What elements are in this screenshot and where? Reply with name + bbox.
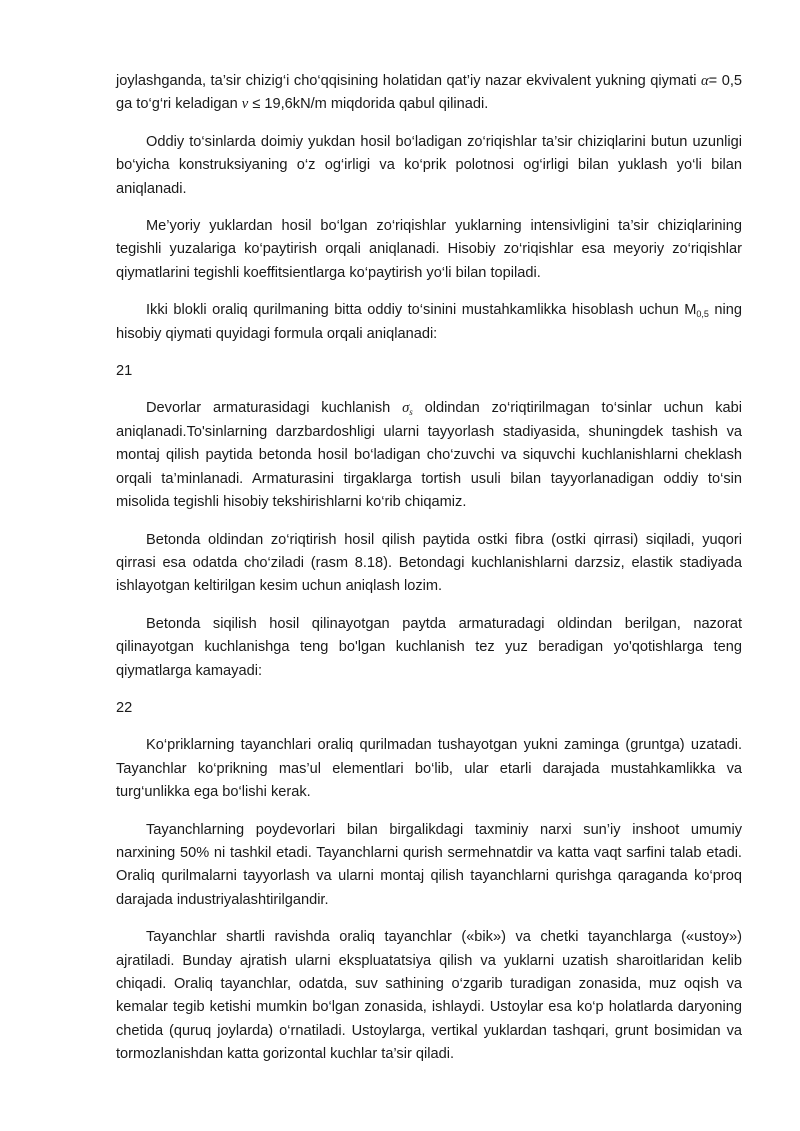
formula-number-21: 21 bbox=[116, 363, 133, 380]
moment-subscript: 0,5 bbox=[696, 309, 709, 320]
text-segment: ≤ 19,6kN/m miqdorida qabul qilinadi. bbox=[252, 96, 489, 113]
sigma-subscript: s bbox=[409, 407, 413, 418]
paragraph-two-block-span bbox=[116, 299, 742, 346]
paragraph-bridge-supports: Ko‘priklarning tayanchlari oraliq qurilmadan tushayotgan yukni zaminga (gruntga) uzatadi. Tayanchlar ko‘prikning mas’ul elementlari bo‘lib, ular etarli darajada mustahkamlikka va turg‘unlikka ega bo‘lishi kerak. bbox=[116, 737, 742, 801]
paragraph-normative-loads: Me’yoriy yuklardan hosil bo‘lgan zo‘riqishlar yuklarning intensivligini ta’sir chiziqlarining tegishli yuzalariga ko‘paytirish orqali aniqlanadi. Hisobiy zo‘riqishlar esa meyoriy zo‘riqishlar qiymatlarini tegishli koeffitsientlarga ko‘paytirish yo‘li bilan topiladi. bbox=[116, 218, 742, 281]
paragraph-prestress-concrete: Betonda oldindan zo‘riqtirish hosil qilish paytida ostki fibra (ostki qirrasi) siqiladi, yuqori qirrasi esa odatda cho‘ziladi (rasm 8.18). Betondagi kuchlanishlarni darzsiz, elastik stadiyada ishlayotgan keltirilgan kesim uchun aniqlash lozim. bbox=[116, 531, 742, 595]
alpha-symbol: α bbox=[701, 73, 709, 89]
text-segment: = bbox=[708, 73, 718, 89]
text-segment: ning hisobiy qiymati quyidagi formula orqali aniqlanadi: bbox=[116, 302, 742, 342]
text-segment: oldindan zo‘riqtirilmagan to‘sinlar uchun kabi aniqlanadi.To'sinlarning darzbardoshligi ularni tayyorlash stadiyasida, shuningdek tashish va montaj qilish paytida betonda hosil bo‘ladigan cho‘zuvchi va siquvchi kuchlanishlarni cheklash orqali ta’minlanadi. Armaturasini tirgaklarga tortish usuli bilan tayyorlanadigan oddiy to‘sin misolida tegishli hisobiy tekshirishlarni ko‘rib chiqamiz. bbox=[116, 400, 742, 511]
sigma-symbol: σ bbox=[402, 400, 410, 417]
paragraph-foundation-cost: Tayanchlarning poydevorlari bilan birgalikdagi taxminiy narxi sun’iy inshoot umumiy narxining 50% ni tashkil etadi. Tayanchlarni qurish sermehnatdir va katta vaqt sarfini talab etadi. Oraliq qurilmalarni tayyorlash va ularni montaj qilish tayanchlarni qurishga qaraganda ko‘proq darajada industriyalashtirilgandir. bbox=[116, 821, 742, 908]
text-segment: Devorlar armaturasidagi kuchlanish bbox=[146, 400, 391, 417]
text-segment: 0,5 ga to‘g‘ri keladigan bbox=[116, 73, 742, 113]
formula-number-22: 22 bbox=[116, 699, 133, 716]
text-segment: joylashganda, ta’sir chizig‘i cho‘qqisining holatidan qat’iy nazar ekvivalent yukning qiymati bbox=[116, 73, 697, 89]
paragraph-dead-load: Oddiy to‘sinlarda doimiy yukdan hosil bo‘ladigan zo‘riqishlar ta’sir chiziqlarini butun uzunligi bo‘yicha konstruksiyaning o‘z og‘irligi va ko‘prik polotnosi og‘irligi bilan yuklash yo‘li bilan aniqlanadi. bbox=[116, 133, 742, 197]
paragraph-reinforcement-stress bbox=[116, 397, 742, 514]
nu-symbol: ν bbox=[241, 96, 249, 113]
text-segment: Ikki blokli oraliq qurilmaning bitta oddiy to‘sinini mustahkamlikka hisoblash uchun M bbox=[146, 302, 697, 319]
paragraph-equivalent-load bbox=[116, 70, 742, 117]
paragraph-support-types: Tayanchlar shartli ravishda oraliq tayanchlar («bik») va chetki tayanchlarga («ustoy») ajratiladi. Bunday ajratish ularni ekspluatatsiya qilish va yuklarni uzatish sharoitlaridan kelib chiqadi. Oraliq tayanchlar, odatda, suv sathining o‘zgarib turadigan zonasida, muz oqish va kemalar tegib ketishi mumkin bo‘lgan zonasida, ishlaydi. Ustoylar esa ko‘p holatlarda daryoning chetida (quruq joylarda) o‘rnatiladi. Ustoylarga, vertikal yuklardan tashqari, grunt bosimidan va tormozlanishdan katta gorizontal kuchlar ta’sir qiladi. bbox=[116, 929, 742, 1063]
paragraph-compression-losses: Betonda siqilish hosil qilinayotgan paytda armaturadagi oldindan berilgan, nazorat qilinayotgan kuchlanishga teng bo'lgan kuchlanish tez yuz beradigan yo'qotishlarga teng qiymatlarga kamayadi: bbox=[116, 615, 742, 679]
